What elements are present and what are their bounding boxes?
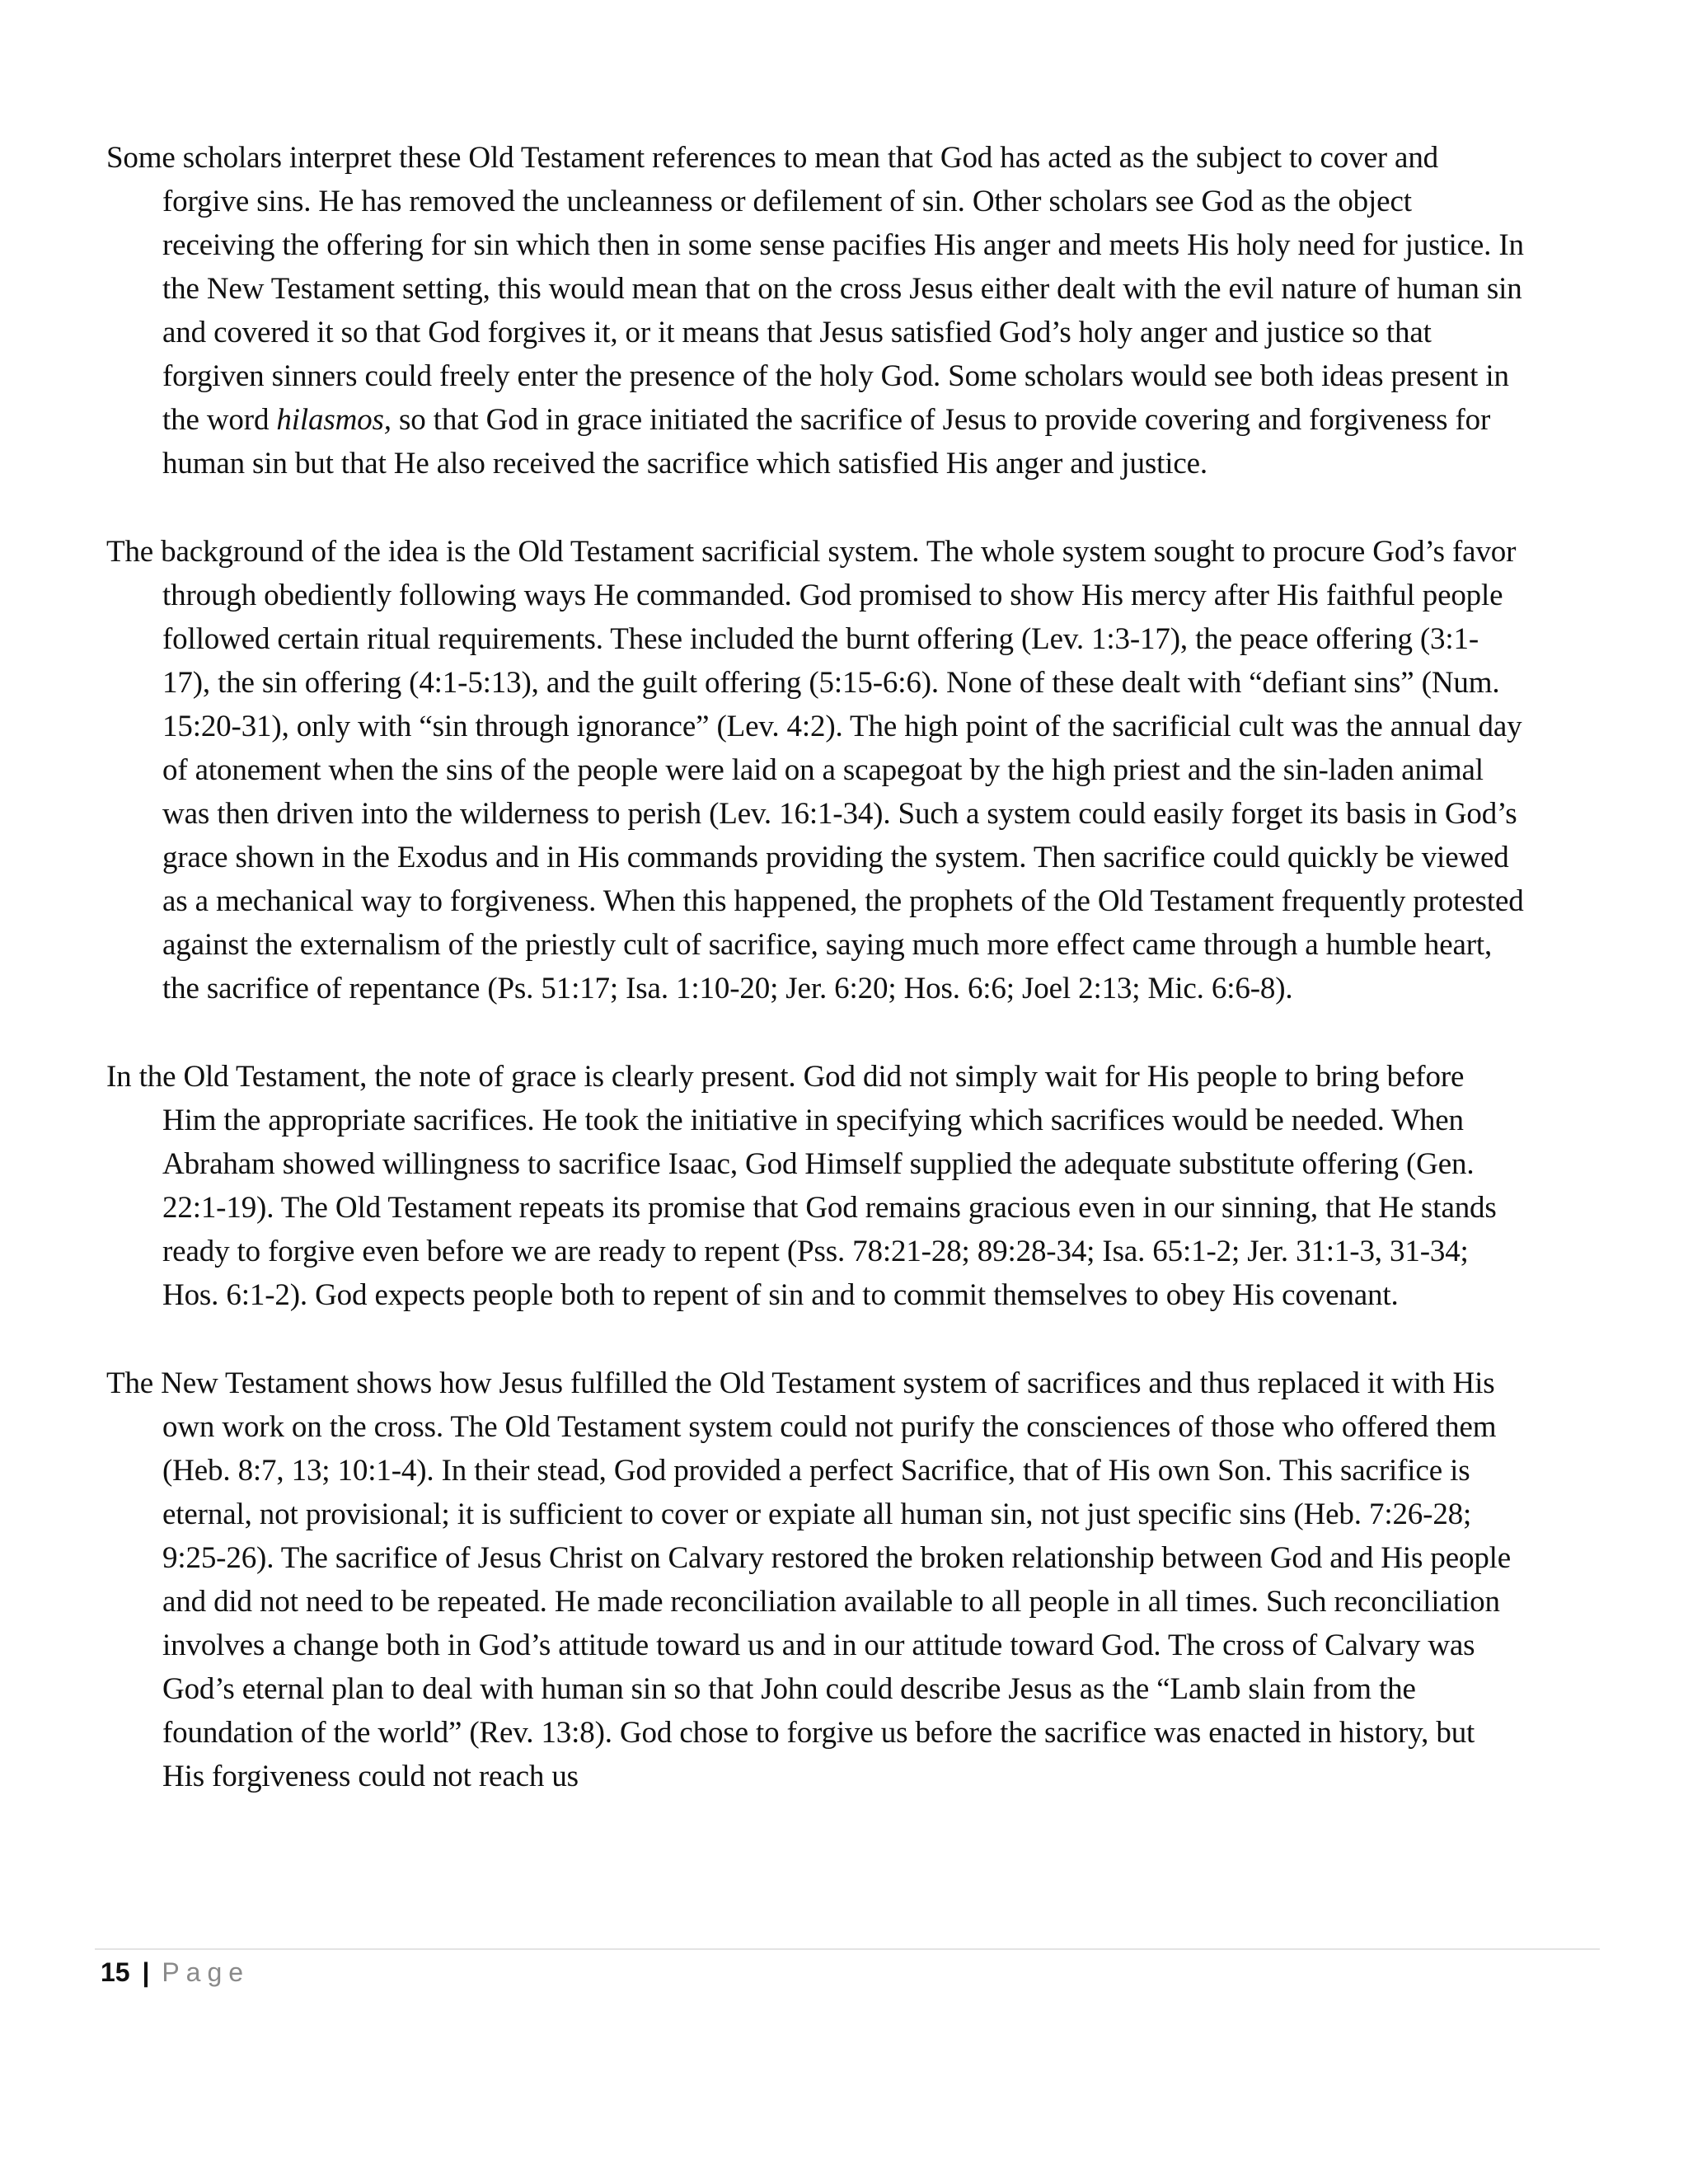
paragraph-hilasmos [106,136,1524,485]
document-body [106,136,1524,1843]
italic-term: hilasmos, [276,403,392,437]
paragraph-new-testament: The New Testament shows how Jesus fulfilled the Old Testament system of sacrifices and thus replaced it with His own work on the cross. The Old Testament system could not purify the consciences of those who offered them (Heb. 8:7, 13; 10:1-4). In their stead, God provided a perfect Sacrifice, that of His own Son. This sacrifice is eternal, not provisional; it is sufficient to cover or expiate all human sin, not just specific sins (Heb. 7:26-28; 9:25-26). The sacrifice of Jesus Christ on Calvary restored the broken relationship between God and His people and did not need to be repeated. He made reconciliation available to all people in all times. Such reconciliation involves a change both in God’s attitude toward us and in our attitude toward God. The cross of Calvary was God’s eternal plan to deal with human sin so that John could describe Jesus as the “Lamb slain from the foundation of the world” (Rev. 13:8). God chose to forgive us before the sacrifice was enacted in history, but His forgiveness could not reach us [106,1366,1512,1793]
paragraph-text: Some scholars interpret these Old Testament references to mean that God has acted as the subject to cover and forgive sins. He has removed the uncleanness or defilement of sin. Other scholars see God as the object receiving the offering for sin which then in some sense pacifies His anger and meets His holy need for justice. In the New Testament setting, this would mean that on the cross Jesus either dealt with the evil nature of human sin and covered it so that God forgives it, or it means that Jesus satisfied God’s holy anger and justice so that forgiven sinners could freely enter the presence of the holy God. Some scholars would see both ideas present in the word [106,141,1524,437]
paragraph-note-of-grace: In the Old Testament, the note of grace is clearly present. God did not simply wait for His people to bring before Him the appropriate sacrifices. He took the initiative in specifying which sacrifices would be needed. When Abraham showed willingness to sacrifice Isaac, God Himself supplied the adequate substitute offering (Gen. 22:1-19). The Old Testament repeats its promise that God remains gracious even in our sinning, that He stands ready to forgive even before we are ready to repent (Pss. 78:21-28; 89:28-34; Isa. 65:1-2; Jer. 31:1-3, 31-34; Hos. 6:1-2). God expects people both to repent of sin and to commit themselves to obey His covenant. [106,1060,1497,1312]
paragraph-text: so that God in grace initiated the sacrifice of Jesus to provide covering and forgiveness for human sin but that He also received the sacrifice which satisfied His anger and justice. [162,403,1491,480]
footer-divider [95,1948,1600,1950]
footer-separator: | [142,1957,150,1987]
page-number: 15 [101,1957,130,1987]
paragraph-sacrificial-system: The background of the idea is the Old Testament sacrificial system. The whole system sought to procure God’s favor through obediently following ways He commanded. God promised to show His mercy after His faithful people followed certain ritual requirements. These included the burnt offering (Lev. 1:3-17), the peace offering (3:1-17), the sin offering (4:1-5:13), and the guilt offering (5:15-6:6). None of these dealt with “defiant sins” (Num. 15:20-31), only with “sin through ignorance” (Lev. 4:2). The high point of the sacrificial cult was the annual day of atonement when the sins of the people were laid on a scapegoat by the high priest and the sin-laden animal was then driven into the wilderness to perish (Lev. 16:1-34). Such a system could easily forget its basis in God’s grace shown in the Exodus and in His commands providing the system. Then sacrifice could quickly be viewed as a mechanical way to forgiveness. When this happened, the prophets of the Old Testament frequently protested against the externalism of the priestly cult of sacrifice, saying much more effect came through a humble heart, the sacrifice of repentance (Ps. 51:17; Isa. 1:10-20; Jer. 6:20; Hos. 6:6; Joel 2:13; Mic. 6:6-8). [106,535,1524,1005]
page-footer [101,1956,250,1989]
page-label: Page [162,1957,251,1987]
